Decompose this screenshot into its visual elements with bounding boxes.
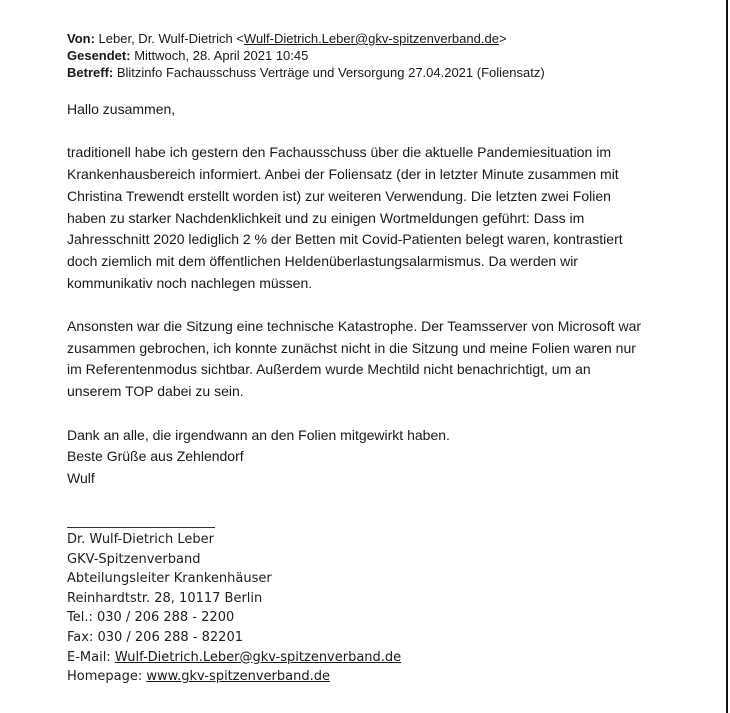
signature-email-label: E-Mail: [67,649,111,665]
from-name: Leber, Dr. Wulf-Dietrich [98,31,233,46]
signature-divider [67,527,215,528]
signature-tel: Tel.: 030 / 206 288 - 2200 [67,610,235,626]
email-body [67,99,667,490]
from-label: Von: [67,31,95,46]
signature-homepage-link[interactable]: www.gkv-spitzenverband.de [146,669,330,685]
closing-line: Beste Grüße aus Zehlendorf [67,448,244,465]
signature-role: Abteilungsleiter Krankenhäuser [67,571,272,587]
sender-first-name: Wulf [67,469,95,486]
greeting: Hallo zusammen, [67,101,176,117]
page-edge-line [726,0,728,713]
body-line: unserem TOP dabei zu sein. [67,383,244,400]
signature-email-link[interactable]: Wulf-Dietrich.Leber@gkv-spitzenverband.de [114,649,402,665]
signature-fax: Fax: 030 / 206 288 - 82201 [67,629,243,645]
signature-homepage-line [67,667,401,687]
body-line: Dank an alle, die irgendwann an den Folien mitgewirkt haben. [67,426,450,443]
subject-line [67,64,667,81]
body-line: haben zu starker Nachdenklichkeit und zu einigen Wortmeldungen geführt: Dass im [67,209,585,226]
body-line: zusammen gebrochen, ich konnte zunächst nicht in die Sitzung und meine Folien waren nur [67,339,636,356]
signature-homepage-label: Homepage: [67,669,143,685]
sent-line [67,47,667,64]
from-email-link[interactable]: Wulf-Dietrich.Leber@gkv-spitzenverband.de [243,31,499,46]
signature-email-line [67,648,401,668]
body-line: doch ziemlich mit dem öffentlichen Heldenüberlastungsalarmismus. Da werden wir [67,252,578,269]
from-line: Von: Leber, Dr. Wulf-Dietrich <Wulf-Dietrich.Leber@gkv-spitzenverband.de> [67,31,507,46]
paragraph-2 [67,316,667,403]
subject-label: Betreff: [67,65,114,80]
body-line: Jahresschnitt 2020 lediglich 2 % der Betten mit Covid-Patienten belegt waren, kontrastiert [67,231,623,248]
signature-address: Reinhardtstr. 28, 10117 Berlin [67,590,263,606]
body-line: traditionell habe ich gestern den Fachausschuss über die aktuelle Pandemiesituation im [67,144,611,161]
paragraph-3 [67,425,667,490]
body-line: Krankenhausbereich informiert. Anbei der Foliensatz (der in letzter Minute zusammen mit [67,166,619,183]
subject-value: Blitzinfo Fachausschuss Verträge und Versorgung 27.04.2021 (Foliensatz) [116,65,545,80]
signature-block [67,530,401,687]
paragraph-1 [67,142,667,294]
signature-org: GKV-Spitzenverband [67,551,201,567]
body-line: kommunikativ noch nachlegen müssen. [67,274,313,291]
body-line: Christina Trewendt erstellt worden ist) zur weiteren Verwendung. Die letzten zwei Folien [67,187,611,204]
email-header [67,30,667,81]
sent-value: Mittwoch, 28. April 2021 10:45 [134,48,309,63]
body-line: Ansonsten war die Sitzung eine technische Katastrophe. Der Teamsserver von Microsoft war [67,318,642,334]
signature-name: Dr. Wulf-Dietrich Leber [67,532,215,547]
sent-label: Gesendet: [67,48,131,63]
body-line: im Referentenmodus sichtbar. Außerdem wurde Mechtild nicht benachrichtigt, um an [67,361,591,378]
